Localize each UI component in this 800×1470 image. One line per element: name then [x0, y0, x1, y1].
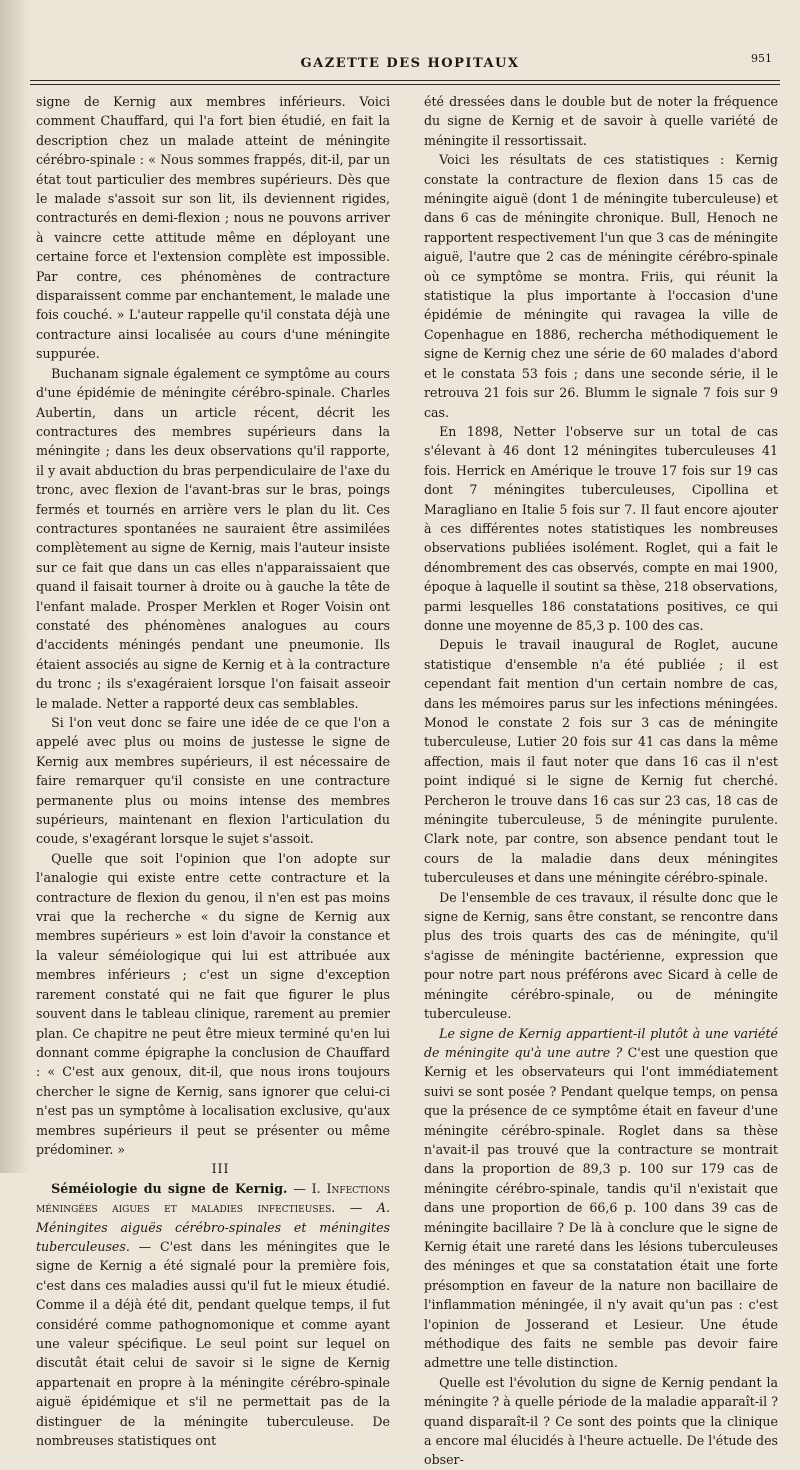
- page-number: 951: [751, 52, 772, 65]
- paragraph: Quelle est l'évolution du signe de Kernig pendant la méningite ? à quelle période de la maladie apparaît-il ? quand disparaît-il ? Ce sont des points que la clinique a encore mal élucidés à l'heure actuelle. De l'étude des obser-: [424, 1374, 778, 1468]
- paragraph-text: C'est une question que Kernig et les observateurs qui l'ont immédiatement suivi se sont posée ? Pendant quelque temps, on pensa que la présence de ce symptôme était en faveur d'une méningite cérébro-spinale. Roglet dans sa thèse n'avait-il pas trouvé que la contracture se montrait dans la proportion de 89,3 p. 100 sur 179 cas de méningite cérébro-spinale, tandis qu'il n'existait que dans une proportion de 66,6 p. 100 dans 39 cas de méningite bacillaire ? De là à conclure que le signe de Kernig était une rareté dans les lésions tuberculeuses des méninges et que sa constatation était une forte présomption en faveur de la nature non bacillaire de l'inflammation méningée, il n'y avait qu'un pas : c'est l'opinion de Josserand et Lesieur. Une étude méthodique des faits ne semble pas devoir faire admettre une telle distinction.: [424, 1044, 778, 1371]
- paragraph: [424, 1024, 778, 1373]
- paragraph: Voici les résultats de ces statistiques : Kernig constate la contracture de flexion dans 15 cas de méningite aiguë (dont 1 de méningite tuberculeuse) et dans 6 cas de méningite chronique. Bull, Henoch ne rapportent respectivement l'un que 3 cas de méningite aiguë, l'autre que 2 cas de méningite cérébro-spinale où ce symptôme se montra. Friis, qui réunit la statistique la plus importante à l'occasion d'une épidémie de méningite qui ravagea la ville de Copenhague en 1886, rechercha méthodiquement le signe de Kernig chez une série de 60 malades d'abord et le constata 53 fois ; dans une seconde série, il le retrouva 21 fois sur 26. Blumm le signale 7 fois sur 9 cas.: [424, 152, 778, 420]
- paragraph: signe de Kernig aux membres inférieurs. Voici comment Chauffard, qui l'a fort bien étudié, en fait la description chez un malade atteint de méningite cérébro-spinale : « Nous sommes frappés, dit-il, par un état tout particulier des membres supérieurs. Dès que le malade s'assoit sur son lit, ils deviennent rigides, contracturés en demi-flexion ; nous ne pouvons arriver à vaincre cette attitude même en déployant une certaine force et l'extension complète est impossible. Par contre, ces phénomènes de contracture disparaissent comme par enchantement, le malade une fois couché. » L'auteur rappelle qu'il constata déjà une contracture ainsi localisée au cours d'une méningite suppurée.: [36, 94, 390, 362]
- section-heading: Séméiologie du signe de Kernig.: [51, 1180, 288, 1196]
- paragraph: Depuis le travail inaugural de Roglet, aucune statistique d'ensemble n'a été publiée ; il est cependant fait mention d'un certain nombre de cas, dans les mémoires parus sur les infections méningées. Monod le constate 2 fois sur 3 cas de méningite tuberculeuse, Lutier 20 fois sur 41 cas dans la même affection, mais il faut noter que dans 16 cas il n'est point indiqué si le signe de Kernig fut cherché. Percheron le trouve dans 16 cas sur 23 cas, 18 cas de méningite tuberculeuse, 5 de méningite purulente. Clark note, par contre, son absence pendant tout le cours de la maladie dans deux méningites tuberculeuses et dans une méningite cérébro-spinale.: [424, 637, 778, 886]
- subsection-heading: I. Infections méningées aigues et maladies infectieuses.: [36, 1180, 390, 1216]
- paragraph: Si l'on veut donc se faire une idée de ce que l'on a appelé avec plus ou moins de justesse le signe de Kernig aux membres supérieurs, il est nécessaire de faire remarquer qu'il consiste en une contracture permanente plus ou moins intense des membres supérieurs, maintenant en flexion l'articulation du coude, s'exagérant lorsque le sujet s'assoit.: [36, 715, 390, 847]
- paragraph: Quelle que soit l'opinion que l'on adopte sur l'analogie qui existe entre cette contracture et la contracture de flexion du genou, il n'en est pas moins vrai que la recherche « du signe de Kernig aux membres supérieurs » est loin d'avoir la constance et la valeur séméiologique qui lui est attribuée aux membres inférieurs ; c'est un signe d'exception rarement constaté qui ne fait que figurer le plus souvent dans le tableau clinique, rarement au premier plan. Ce chapitre ne peut être mieux terminé qu'en lui donnant comme épigraphe la conclusion de Chauffard : « C'est aux genoux, dit-il, que nous irons toujours chercher le signe de Kernig, sans ignorer que celui-ci n'est pas un symptôme à localisation exclusive, qu'aux membres supérieurs il peut se présenter ou même prédominer. »: [36, 850, 390, 1157]
- page-edge-shadow: [0, 0, 30, 1173]
- left-column: [36, 92, 390, 1449]
- page-header: [40, 52, 780, 80]
- right-column: [424, 92, 778, 1468]
- section-text: C'est dans les méningites que le signe de Kernig a été signalé pour la première fois, c'est dans ces maladies aussi qu'il fut le mieux étudié. Comme il a déjà été dit, pendant quelque temps, il fut considéré comme pathognomonique et comme ayant une valeur spécifique. Le seul point sur lequel on discutât était celui de savoir si le signe de Kernig appartenait en propre à la méningite cérébro-spinale aiguë épidémique et s'il ne permettait pas de la distinguer de la méningite tuberculeuse. De nombreuses statistiques ont: [36, 1238, 390, 1449]
- subsection-subheading: A. Méningites aiguës cérébro-spinales et méningites tuberculeuses.: [36, 1200, 390, 1254]
- journal-title: GAZETTE DES HOPITAUX: [300, 56, 520, 71]
- section-number: III: [211, 1161, 230, 1177]
- italic-heading: Le signe de Kernig appartient-il plutôt à une variété de méningite qu'à une autre ?: [424, 1025, 778, 1060]
- paragraph: Buchanam signale également ce symptôme au cours d'une épidémie de méningite cérébro-spinale. Charles Aubertin, dans un article récent, décrit les contractures des membres supérieurs dans la méningite ; dans les deux observations qu'il rapporte, il y avait abduction du bras perpendiculaire de l'axe du tronc, avec flexion de l'avant-bras sur le bras, poings fermés et tournés en arrière vers le plan du lit. Ces contractures spontanées ne sauraient être assimilées complètement au signe de Kernig, mais l'auteur insiste sur ce fait que dans un cas elles n'apparaissaient que quand il faisait tourner à droite ou à gauche la tête de l'enfant malade. Prosper Merklen et Roger Voisin ont constaté des phénomènes analogues au cours d'accidents méningés pendant une pneumonie. Ils étaient associés au signe de Kernig et à la contracture du tronc ; ils s'exagéraient lorsque l'on faisait asseoir le malade. Netter a rapporté deux cas semblables.: [36, 365, 390, 711]
- header-rule-thin: [30, 84, 780, 85]
- section-paragraph: Séméiologie du signe de Kernig. — I. Infections méningées aigues et maladies infectieuses. — A. Méningites aiguës cérébro-spinales et méningites tuberculeuses. — C'est dans les méningites que le signe de Kernig a été signalé pour la première fois, c'est dans ces maladies aussi qu'il fut le mieux étudié. Comme il a déjà été dit, pendant quelque temps, il fut considéré comme pathognomonique et comme ayant une valeur spécifique. Le seul point sur lequel on discutât était celui de savoir si le signe de Kernig appartenait en propre à la méningite cérébro-spinale aiguë épidémique et s'il ne permettait pas de la distinguer de la méningite tuberculeuse. De nombreuses statistiques ont: [36, 1180, 390, 1449]
- paragraph: De l'ensemble de ces travaux, il résulte donc que le signe de Kernig, sans être constant, se rencontre dans plus des trois quarts des cas de méningite, qu'il s'agisse de méningite bactérienne, expression que pour notre part nous préférons avec Sicard à celle de méningite cérébro-spinale, ou de méningite tuberculeuse.: [424, 889, 778, 1022]
- paragraph: été dressées dans le double but de noter la fréquence du signe de Kernig et de savoir à quelle variété de méningite il ressortissait.: [424, 94, 778, 148]
- header-rule: [30, 80, 780, 81]
- paragraph: En 1898, Netter l'observe sur un total de cas s'élevant à 46 dont 12 méningites tuberculeuses 41 fois. Herrick en Amérique le trouve 17 fois sur 19 cas dont 7 méningites tuberculeuses, Cipollina et Maragliano en Italie 5 fois sur 7. Il faut encore ajouter à ces différentes notes statistiques les nombreuses observations publiées isolément. Roglet, qui a fait le dénombrement des cas observés, compte en mai 1900, époque à laquelle il soutint sa thèse, 218 observations, parmi lesquelles 186 constatations positives, ce qui donne une moyenne de 85,3 p. 100 des cas.: [424, 423, 778, 633]
